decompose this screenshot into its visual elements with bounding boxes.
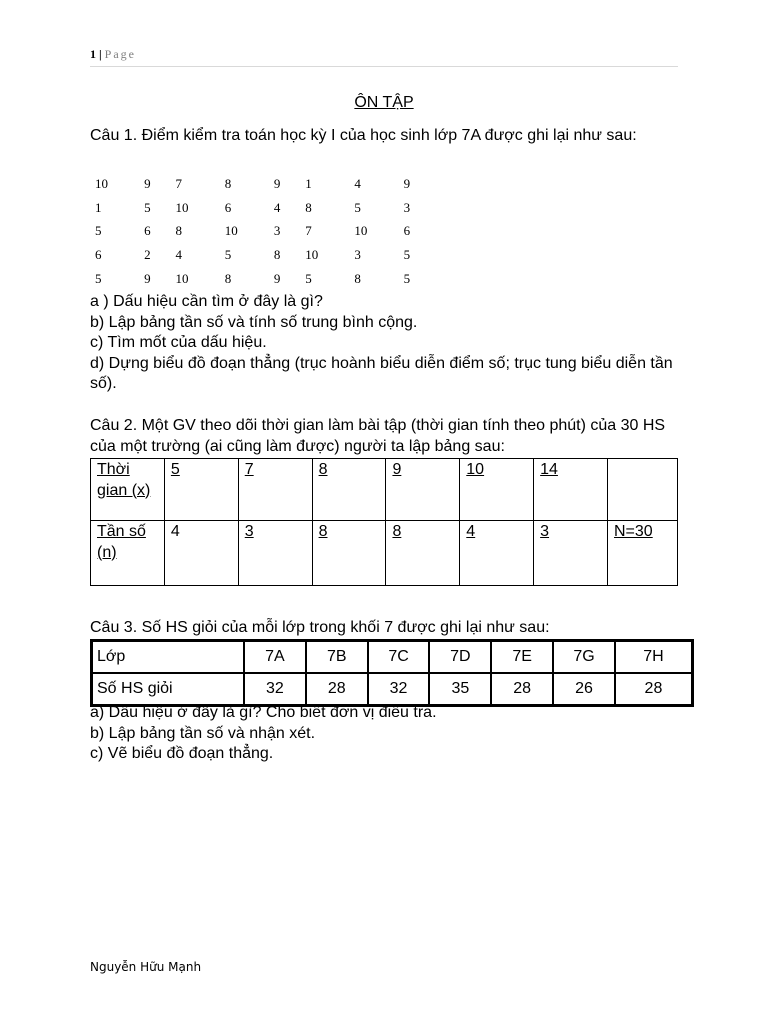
score-cell: 3 xyxy=(273,223,281,239)
question-item: a) Dấu hiệu ở đây là gì? Cho biết đơn vị điều tra. xyxy=(90,704,437,721)
score-cell: 4 xyxy=(273,199,281,215)
question-3-items xyxy=(90,703,680,765)
score-cell: 10 xyxy=(305,247,319,263)
table-cell: 4 xyxy=(164,521,238,586)
table-cell: 7A xyxy=(244,641,306,673)
score-cell: 5 xyxy=(354,199,361,215)
table-cell: 3 xyxy=(238,521,312,586)
table-cell: 28 xyxy=(306,673,368,705)
score-cell: 5 xyxy=(305,271,312,287)
table-cell: 3 xyxy=(534,521,608,586)
score-cell: 1 xyxy=(305,175,312,191)
page-header xyxy=(90,47,136,62)
score-row xyxy=(90,172,430,196)
table-cell: 35 xyxy=(429,673,491,705)
score-cell: 7 xyxy=(175,175,183,191)
table-cell: 28 xyxy=(491,673,553,705)
score-cell: 7 xyxy=(305,223,312,239)
table-cell: 28 xyxy=(615,673,692,705)
table-header-cell: Số HS giỏi xyxy=(92,673,244,705)
score-cell: 6 xyxy=(95,247,102,263)
score-cell: 10 xyxy=(354,223,368,239)
score-cell: 10 xyxy=(175,199,189,215)
table-cell: 26 xyxy=(553,673,615,705)
score-row xyxy=(90,243,430,267)
score-cell: 3 xyxy=(403,199,411,215)
header-separator: | xyxy=(99,47,102,61)
page-word: Page xyxy=(104,47,136,61)
class-honor-table xyxy=(90,639,694,707)
question-3-prompt: Câu 3. Số HS giỏi của mỗi lớp trong khối 7 được ghi lại như sau: xyxy=(90,619,550,636)
table-cell: 7B xyxy=(306,641,368,673)
score-cell: 6 xyxy=(403,223,411,239)
table-header-cell: Thời gian (x) xyxy=(91,459,165,521)
table-cell: 7H xyxy=(615,641,692,673)
score-grid xyxy=(90,172,430,291)
score-cell: 5 xyxy=(224,247,232,263)
score-row xyxy=(90,220,430,244)
question-1-items xyxy=(90,292,680,395)
score-cell: 9 xyxy=(144,271,151,287)
table-header-cell: Lớp xyxy=(92,641,244,673)
score-cell: 8 xyxy=(273,247,281,263)
question-item: b) Lập bảng tần số và tính số trung bình cộng. xyxy=(90,313,418,331)
table-cell: N=30 xyxy=(608,521,678,586)
score-cell: 5 xyxy=(403,247,411,263)
score-cell: 1 xyxy=(95,199,102,215)
score-row xyxy=(90,267,430,291)
score-row xyxy=(90,196,430,220)
score-cell: 3 xyxy=(354,247,361,263)
table-cell: 8 xyxy=(312,521,386,586)
score-cell: 8 xyxy=(224,271,232,287)
question-2-prompt: Câu 2. Một GV theo dõi thời gian làm bài tập (thời gian tính theo phút) của 30 HS của một trường (ai cũng làm được) người ta lập bảng sau: xyxy=(90,417,666,455)
score-cell: 6 xyxy=(144,223,151,239)
table-cell: 7G xyxy=(553,641,615,673)
table-cell: 10 xyxy=(460,459,534,521)
table-cell: 7C xyxy=(368,641,430,673)
table-cell: 32 xyxy=(244,673,306,705)
score-cell: 5 xyxy=(95,223,102,239)
score-cell: 9 xyxy=(403,175,411,191)
question-item: b) Lập bảng tần số và nhận xét. xyxy=(90,724,316,742)
table-cell: 32 xyxy=(368,673,430,705)
score-cell: 2 xyxy=(144,247,151,263)
score-cell: 9 xyxy=(273,175,281,191)
score-cell: 8 xyxy=(175,223,183,239)
table-row xyxy=(92,641,692,673)
score-cell: 5 xyxy=(95,271,102,287)
document-title: ÔN TẬP xyxy=(354,94,414,111)
table-row xyxy=(91,459,678,521)
score-cell: 10 xyxy=(175,271,189,287)
table-cell: 8 xyxy=(312,459,386,521)
score-cell: 10 xyxy=(224,223,238,239)
table-cell: 7E xyxy=(491,641,553,673)
question-item: c) Vẽ biểu đồ đoạn thẳng. xyxy=(90,745,274,762)
question-item: d) Dựng biểu đồ đoạn thẳng (trục hoành biểu diễn điểm số; trục tung biểu diễn tần số). xyxy=(90,354,673,392)
score-cell: 4 xyxy=(354,175,361,191)
score-cell: 8 xyxy=(354,271,361,287)
score-cell: 9 xyxy=(273,271,281,287)
page-number: 1 xyxy=(90,47,96,61)
question-1-prompt: Câu 1. Điểm kiểm tra toán học kỳ I của học sinh lớp 7A được ghi lại như sau: xyxy=(90,127,637,144)
header-rule xyxy=(90,66,678,67)
score-cell: 6 xyxy=(224,199,232,215)
score-cell: 8 xyxy=(305,199,312,215)
table-cell: 7 xyxy=(238,459,312,521)
table-cell: 5 xyxy=(164,459,238,521)
score-cell: 9 xyxy=(144,175,151,191)
table-cell: 8 xyxy=(386,521,460,586)
table-cell: 14 xyxy=(534,459,608,521)
table-header-cell: Tần số (n) xyxy=(91,521,165,586)
table-row xyxy=(91,521,678,586)
question-item: c) Tìm mốt của dấu hiệu. xyxy=(90,334,267,351)
table-cell: 7D xyxy=(429,641,491,673)
time-frequency-table xyxy=(90,458,678,586)
score-cell: 5 xyxy=(144,199,151,215)
score-cell: 4 xyxy=(175,247,183,263)
page-footer-author: Nguyễn Hữu Mạnh xyxy=(90,960,202,974)
score-cell: 10 xyxy=(95,175,108,191)
question-item: a ) Dấu hiệu cần tìm ở đây là gì? xyxy=(90,293,323,310)
score-cell: 5 xyxy=(403,271,411,287)
table-cell: 9 xyxy=(386,459,460,521)
table-cell xyxy=(608,459,678,521)
table-row xyxy=(92,673,692,705)
score-cell: 8 xyxy=(224,175,232,191)
table-cell: 4 xyxy=(460,521,534,586)
